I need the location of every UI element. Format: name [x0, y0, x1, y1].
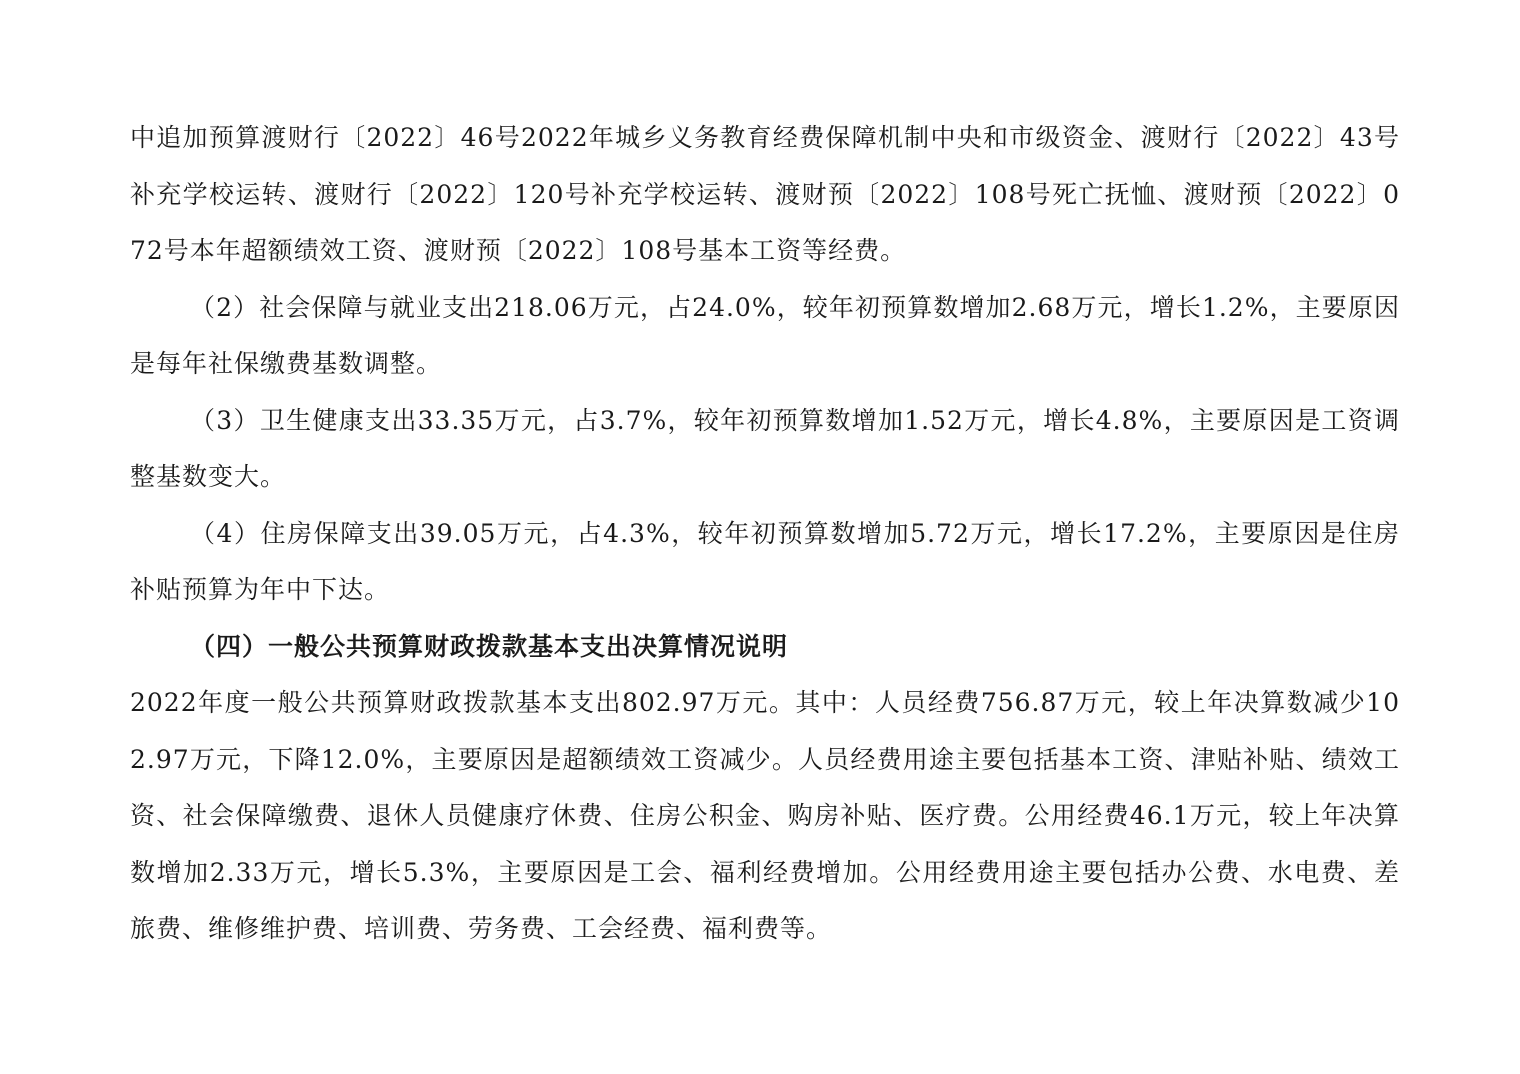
paragraph-health-expenditure: （3）卫生健康支出33.35万元，占3.7%，较年初预算数增加1.52万元，增长4.8%，主要原因是工资调整基数变大。 — [130, 405, 1400, 491]
section-heading-basic-expenditure: （四）一般公共预算财政拨款基本支出决算情况说明 — [190, 631, 789, 661]
paragraph-housing-expenditure: （4）住房保障支出39.05万元，占4.3%，较年初预算数增加5.72万元，增长17.2%，主要原因是住房补贴预算为年中下达。 — [130, 518, 1400, 604]
document-page — [130, 110, 1400, 958]
paragraph-social-security-expenditure: （2）社会保障与就业支出218.06万元，占24.0%，较年初预算数增加2.68万元，增长1.2%，主要原因是每年社保缴费基数调整。 — [130, 292, 1400, 378]
paragraph-basic-expenditure-details: 2022年度一般公共预算财政拨款基本支出802.97万元。其中：人员经费756.87万元，较上年决算数减少102.97万元，下降12.0%，主要原因是超额绩效工资减少。人员经费用途主要包括基本工资、津贴补贴、绩效工资、社会保障缴费、退休人员健康疗休费、住房公积金、购房补贴、医疗费。公用经费46.1万元，较上年决算数增加2.33万元，增长5.3%，主要原因是工会、福利经费增加。公用经费用途主要包括办公费、水电费、差旅费、维修维护费、培训费、劳务费、工会经费、福利费等。 — [130, 688, 1400, 943]
paragraph-budget-funds-continuation: 中追加预算渡财行〔2022〕46号2022年城乡义务教育经费保障机制中央和市级资金、渡财行〔2022〕43号补充学校运转、渡财行〔2022〕120号补充学校运转、渡财预〔2022〕108号死亡抚恤、渡财预〔2022〕072号本年超额绩效工资、渡财预〔2022〕108号基本工资等经费。 — [130, 123, 1400, 265]
